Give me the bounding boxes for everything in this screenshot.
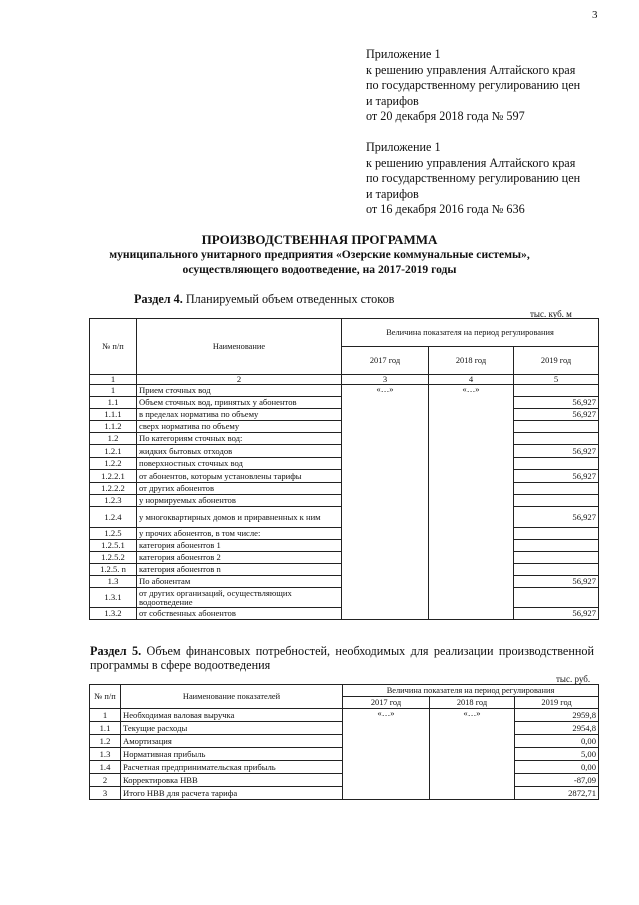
- row-name: поверхностных сточных вод: [137, 458, 342, 470]
- value-2019: [514, 385, 599, 397]
- value-2019: 5,00: [515, 748, 599, 761]
- row-name: Итого НВВ для расчета тарифа: [121, 787, 343, 800]
- section4-text: Планируемый объем отведенных стоков: [185, 292, 395, 306]
- row-number: 1.3: [90, 748, 121, 761]
- section5-heading: [90, 644, 594, 672]
- row-name: Амортизация: [121, 735, 343, 748]
- col-header-num: № п/п: [90, 685, 121, 709]
- col-header-2017: 2017 год: [343, 697, 430, 709]
- row-number: 1.2.5. n: [90, 564, 137, 576]
- row-name: от абонентов, которым установлены тарифы: [137, 470, 342, 483]
- value-2019: [514, 483, 599, 495]
- row-number: 1.3: [90, 576, 137, 588]
- section5-label: Раздел 5.: [90, 644, 142, 658]
- value-2019: 56,927: [514, 608, 599, 620]
- col-header-2018: 2018 год: [429, 347, 514, 375]
- value-2019: 2959,8: [515, 709, 599, 722]
- value-2019: -87,09: [515, 774, 599, 787]
- row-name: По категориям сточных вод:: [137, 433, 342, 445]
- value-2019: [514, 433, 599, 445]
- row-number: 1.2.2: [90, 458, 137, 470]
- value-2019: [514, 564, 599, 576]
- row-number: 1.3.2: [90, 608, 137, 620]
- annex-line: по государственному регулированию цен: [366, 78, 581, 93]
- index-cell: 5: [514, 375, 599, 385]
- row-name: сверх норматива по объему: [137, 421, 342, 433]
- value-2019: [514, 540, 599, 552]
- annex-line: и тарифов: [366, 186, 419, 201]
- row-name: Расчетная предпринимательская прибыль: [121, 761, 343, 774]
- value-2019: [514, 552, 599, 564]
- page-number: 3: [592, 9, 598, 21]
- value-2019: [514, 421, 599, 433]
- col-header-2017: 2017 год: [342, 347, 429, 375]
- section4-heading: [134, 292, 394, 307]
- row-name: Нормативная прибыль: [121, 748, 343, 761]
- row-name: от других абонентов: [137, 483, 342, 495]
- value-2019: [514, 495, 599, 507]
- value-2018: «…»: [429, 385, 514, 620]
- col-header-period: Величина показателя на период регулирования: [343, 685, 599, 697]
- section4-table: [89, 318, 599, 620]
- annex-line: Приложение 1: [366, 140, 441, 154]
- annex-line: к решению управления Алтайского края: [366, 155, 576, 170]
- col-header-2019: 2019 год: [514, 347, 599, 375]
- section4-unit: тыс. куб. м: [530, 309, 572, 319]
- row-number: 1.2.3: [90, 495, 137, 507]
- value-2019: [514, 528, 599, 540]
- row-name: Текущие расходы: [121, 722, 343, 735]
- row-name: Объем сточных вод, принятых у абонентов: [137, 397, 342, 409]
- value-2019: 56,927: [514, 507, 599, 528]
- value-2019: 2954,8: [515, 722, 599, 735]
- annex-block-2018: [366, 47, 580, 125]
- row-number: 1.2.5: [90, 528, 137, 540]
- index-cell: 1: [90, 375, 137, 385]
- row-name: Необходимая валовая выручка: [121, 709, 343, 722]
- value-2018: «…»: [430, 709, 515, 800]
- value-2019: 56,927: [514, 470, 599, 483]
- value-2019: 2872,71: [515, 787, 599, 800]
- row-number: 1.2: [90, 735, 121, 748]
- row-number: 1.2.5.2: [90, 552, 137, 564]
- index-cell: 4: [429, 375, 514, 385]
- value-2017: «…»: [342, 385, 429, 620]
- row-number: 1.2: [90, 433, 137, 445]
- row-name: у многоквартирных домов и приравненных к ним: [137, 507, 342, 528]
- doc-subtitle-line2: осуществляющего водоотведение, на 2017-2019 годы: [182, 263, 457, 276]
- annex-line: от 16 декабря 2016 года № 636: [366, 202, 525, 217]
- value-2017: «…»: [343, 709, 430, 800]
- value-2019: 56,927: [514, 397, 599, 409]
- annex-line: по государственному регулированию цен: [366, 171, 581, 186]
- row-name: у прочих абонентов, в том числе:: [137, 528, 342, 540]
- doc-title: ПРОИЗВОДСТВЕННАЯ ПРОГРАММА: [201, 232, 438, 247]
- row-number: 1.1: [90, 397, 137, 409]
- row-number: 1.2.4: [90, 507, 137, 528]
- col-header-name: Наименование: [137, 319, 342, 375]
- row-name: в пределах норматива по объему: [137, 409, 342, 421]
- annex-block-2016: [366, 140, 580, 218]
- row-name: Корректировка НВВ: [121, 774, 343, 787]
- row-number: 1.1: [90, 722, 121, 735]
- section4-label: Раздел 4.: [134, 292, 183, 306]
- value-2019: 0,00: [515, 761, 599, 774]
- value-2019: 0,00: [515, 735, 599, 748]
- row-number: 1.4: [90, 761, 121, 774]
- row-number: 1.2.2.2: [90, 483, 137, 495]
- section5-text: Объем финансовых потребностей, необходимых для реализации производственной программы в сфере водоотведения: [90, 644, 594, 672]
- table-row: [90, 709, 599, 722]
- row-name: от собственных абонентов: [137, 608, 342, 620]
- row-number: 1: [90, 709, 121, 722]
- value-2019: [514, 588, 599, 608]
- value-2019: 56,927: [514, 445, 599, 458]
- row-name: категория абонентов n: [137, 564, 342, 576]
- annex-line: Приложение 1: [366, 47, 441, 61]
- row-name: Прием сточных вод: [137, 385, 342, 397]
- table-row: [90, 385, 599, 397]
- row-number: 1.3.1: [90, 588, 137, 608]
- row-name: от других организаций, осуществляющих водоотведение: [137, 588, 342, 608]
- col-header-name: Наименование показателей: [121, 685, 343, 709]
- row-name: жидких бытовых отходов: [137, 445, 342, 458]
- row-name: категория абонентов 2: [137, 552, 342, 564]
- row-number: 2: [90, 774, 121, 787]
- row-name: По абонентам: [137, 576, 342, 588]
- index-cell: 3: [342, 375, 429, 385]
- value-2019: 56,927: [514, 576, 599, 588]
- col-header-period: Величина показателя на период регулирования: [342, 319, 599, 347]
- row-number: 1.2.5.1: [90, 540, 137, 552]
- col-header-2018: 2018 год: [430, 697, 515, 709]
- row-name: у нормируемых абонентов: [137, 495, 342, 507]
- value-2019: [514, 458, 599, 470]
- row-name: категория абонентов 1: [137, 540, 342, 552]
- row-number: 1.2.1: [90, 445, 137, 458]
- index-cell: 2: [137, 375, 342, 385]
- annex-line: от 20 декабря 2018 года № 597: [366, 109, 525, 124]
- row-number: 3: [90, 787, 121, 800]
- annex-line: к решению управления Алтайского края: [366, 62, 576, 77]
- row-number: 1.1.2: [90, 421, 137, 433]
- col-header-num: № п/п: [90, 319, 137, 375]
- section5-table: [89, 684, 599, 800]
- doc-subtitle-line1: муниципального унитарного предприятия «Озерские коммунальные системы»,: [109, 248, 530, 261]
- row-number: 1: [90, 385, 137, 397]
- value-2019: 56,927: [514, 409, 599, 421]
- row-number: 1.1.1: [90, 409, 137, 421]
- row-number: 1.2.2.1: [90, 470, 137, 483]
- col-header-2019: 2019 год: [515, 697, 599, 709]
- annex-line: и тарифов: [366, 93, 419, 108]
- section5-unit: тыс. руб.: [556, 674, 591, 684]
